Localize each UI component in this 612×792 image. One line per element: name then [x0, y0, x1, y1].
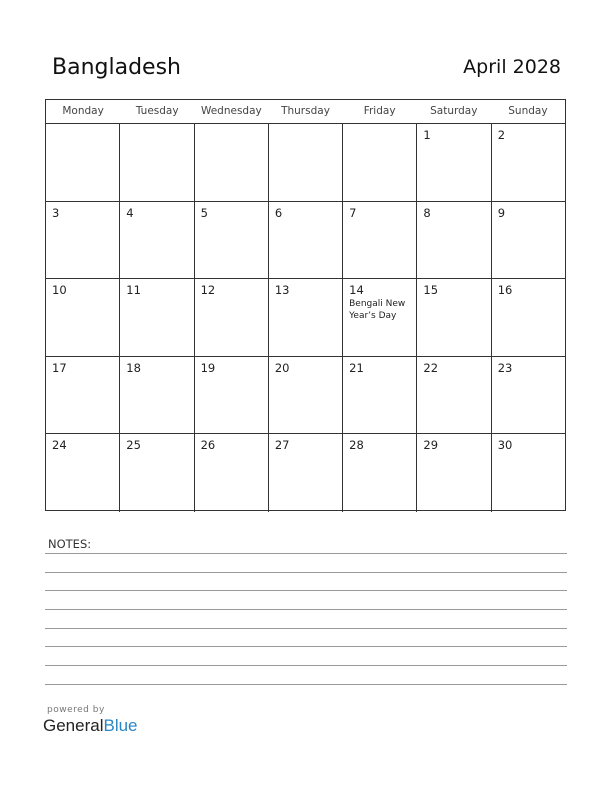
day-number: 22: [423, 360, 439, 375]
notes-line: [45, 646, 567, 647]
notes-line: [45, 628, 567, 629]
week-row-1: [46, 124, 565, 202]
day-number: 3: [52, 205, 60, 220]
day-cell: [46, 434, 120, 512]
day-number: 23: [497, 360, 513, 375]
day-cell: [269, 357, 343, 434]
day-cell: [343, 434, 417, 512]
week-row-3: [46, 279, 565, 357]
day-number: 6: [274, 205, 283, 220]
day-cell: [417, 124, 491, 201]
day-cell: [492, 124, 565, 201]
notes-line: [45, 665, 567, 666]
day-cell: [120, 124, 194, 201]
day-number: 29: [423, 438, 439, 452]
day-number: 12: [200, 283, 216, 297]
day-cell: [195, 124, 269, 201]
day-cell: [417, 434, 491, 512]
day-cell: [195, 279, 269, 356]
day-cell: [46, 202, 120, 279]
day-number: 24: [52, 438, 67, 452]
day-cell: [46, 357, 120, 434]
day-number: 15: [423, 283, 439, 297]
weekday-thursday: Thursday: [281, 105, 330, 117]
day-number: 17: [52, 360, 67, 375]
notes-line: [45, 572, 567, 573]
day-cell: [195, 202, 269, 279]
weekday-tuesday: Tuesday: [135, 105, 179, 117]
day-number: 7: [349, 205, 357, 220]
notes-label: NOTES:: [48, 537, 92, 551]
day-number: 4: [126, 205, 134, 220]
powered-by-text: powered by: [47, 705, 105, 715]
day-number: 11: [126, 283, 141, 297]
day-number: 27: [274, 438, 290, 452]
day-cell-holiday: [343, 279, 417, 356]
day-number: 8: [423, 205, 431, 220]
day-number: 30: [497, 438, 513, 452]
day-cell: [269, 124, 343, 201]
day-cell: [269, 434, 343, 512]
generalblue-logo: [43, 716, 138, 736]
week-row-5: [46, 434, 565, 512]
day-cell: [492, 357, 565, 434]
day-number: 19: [200, 360, 216, 375]
day-number: 21: [349, 360, 364, 375]
month-title: April 2028: [463, 56, 561, 78]
day-number: 16: [497, 283, 513, 297]
day-cell: [269, 202, 343, 279]
day-cell: [120, 434, 194, 512]
weekday-wednesday: Wednesday: [200, 105, 262, 117]
day-cell: [46, 279, 120, 356]
day-number: 9: [497, 205, 506, 220]
day-number: 26: [200, 438, 216, 452]
week-row-2: [46, 202, 565, 280]
day-number: 5: [200, 205, 208, 220]
day-number: 28: [349, 438, 364, 452]
day-cell: [195, 434, 269, 512]
day-cell: [492, 279, 565, 356]
day-cell: [492, 434, 565, 512]
day-number: 2: [497, 128, 506, 142]
day-number: 1: [423, 128, 431, 142]
day-number: 20: [274, 360, 290, 375]
day-cell: [492, 202, 565, 279]
notes-line: [45, 553, 567, 554]
day-cell: [195, 357, 269, 434]
day-number: 25: [126, 438, 141, 452]
day-cell: [46, 124, 120, 201]
weekday-friday: Friday: [363, 105, 396, 117]
weekday-saturday: Saturday: [430, 105, 478, 117]
day-cell: [120, 357, 194, 434]
holiday-label: Bengali New Year’s Day: [349, 299, 406, 321]
day-cell: [343, 124, 417, 201]
notes-line: [45, 684, 567, 685]
day-cell: [417, 279, 491, 356]
weekday-header: [46, 100, 565, 124]
notes-line: [45, 590, 567, 591]
day-cell: [417, 202, 491, 279]
day-number: 18: [126, 360, 141, 375]
day-cell: [269, 279, 343, 356]
country-title: Bangladesh: [52, 55, 181, 80]
brand-blue: Blue: [103, 716, 138, 735]
day-cell: [120, 279, 194, 356]
day-number: 13: [274, 283, 290, 297]
weekday-sunday: Sunday: [508, 105, 548, 117]
brand-general: General: [43, 716, 104, 735]
day-cell: [417, 357, 491, 434]
calendar-grid: [45, 99, 566, 511]
weekday-monday: Monday: [62, 105, 104, 117]
week-row-4: [46, 357, 565, 435]
day-number: 10: [52, 283, 67, 297]
day-cell: [343, 202, 417, 279]
day-number: 14: [349, 283, 364, 297]
notes-line: [45, 609, 567, 610]
day-cell: [343, 357, 417, 434]
day-cell: [120, 202, 194, 279]
